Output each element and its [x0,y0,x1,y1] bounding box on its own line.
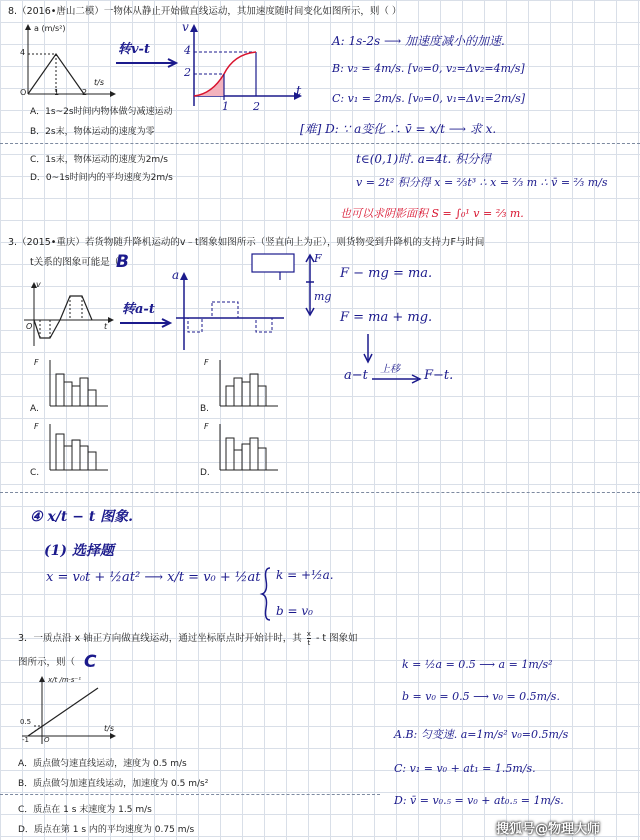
q3b-graph-xlabel: t/s [104,724,114,733]
section-divider [0,794,380,795]
section-divider [0,492,640,493]
q3a-at-a: a [172,268,180,282]
q8-graph-origin: O [20,88,27,97]
q3b-frac-den: t [307,639,311,647]
q3a-stem2: t关系的图象可能是（ [30,257,120,268]
mid-hw-brace [262,566,272,622]
q3a-down-arrow [362,334,374,364]
q8-hw-b: B: v₂ = 4m/s. [v₀=0, v₂=Δv₂=4m/s] [332,62,525,75]
q3a-arrow-label: 上移 [380,364,400,375]
q3a-origin: O [26,322,33,331]
q3a-ft-graph-c [42,420,112,474]
q3a-option-c: C. [30,468,40,478]
q3a-fbd-mg: mg [314,290,332,303]
q3a-v-label: v [36,280,41,289]
q8-option-a: A．1s~2s时间内物体做匀减速运动 [30,107,173,117]
q3a-right-arrow [372,374,424,384]
section-divider [0,143,640,144]
watermark: 搜狐号@物理大师 [496,822,601,837]
q3a-eq3: a−t [344,368,368,383]
q3a-convert-arrow [120,318,174,328]
q3a-t-label: t [104,322,108,331]
q3b-stem [18,630,358,647]
q8-convert-note: 转v-t [118,42,150,57]
q3b-option-b: B．质点做匀加速直线运动，加速度为 0.5 m/s² [18,779,209,789]
q3b-option-d: D．质点在第 1 s 内的平均速度为 0.75 m/s [18,825,195,835]
q8-hw-c: C: v₁ = 2m/s. [v₀=0, v₁=Δv₁=2m/s] [332,92,526,105]
mid-hw-sub: (1) 选择题 [44,543,114,559]
mid-hw-title: ④ x/t − t 图象. [30,509,134,525]
q8-hw-line1: t∈(0,1)时. a=4t. 积分得 [356,152,492,166]
q3a-fbd-f: F [314,252,322,265]
q8-vt-y4: 4 [184,44,191,57]
q3b-graph-ylabel: x/t /m·s⁻¹ [48,676,82,684]
q8-hw-line3: 也可以求阴影面积 S = ∫₀¹ v = ⅔ m. [340,207,524,220]
q8-option-d: D．0~1s时间内的平均速度为2m/s [30,173,173,183]
q8-graph-tick-x2: 2 [82,88,88,97]
q8-vt-tlabel: t [296,84,302,99]
q3a-ft-b-flabel: F [204,358,209,367]
q3b-answer: C [84,652,97,672]
q8-option-b: B．2s末，物体运动的速度为零 [30,127,155,137]
q3b-fraction [307,630,311,647]
q8-vt-y2: 2 [184,66,191,79]
q8-graph-xlabel: t/s [94,78,104,87]
q3a-ft-d-flabel: F [204,422,209,431]
q8-hw-d: [难] D: ∵ a变化 ∴ v̄ = x/t ⟶ 求 x. [300,122,497,136]
q3b-hw-c: C: v₁ = v₀ + at₁ = 1.5m/s. [394,762,536,775]
q3b-stem2: 图所示，则（ [18,657,76,668]
q8-convert-arrow [116,58,180,68]
q3b-frac-num: x [306,630,311,638]
q3b-stem-text: 3．一质点沿 x 轴正方向做直线运动，通过坐标原点时开始计时，其 [18,633,302,644]
q8-vt-x1: 1 [222,100,229,113]
q3b-option-a: A．质点做匀速直线运动，速度为 0.5 m/s [18,759,187,769]
q8-graph-tick-x1: 1 [54,88,60,97]
q3b-graph-origin: O [44,736,50,744]
q8-stem: 8.（2016•唐山二模）一物体从静止开始做直线运动，其加速度随时间变化如图所示，则（ ） [8,6,402,17]
q3a-option-b: B. [200,404,210,414]
q8-hw-a: A: 1s-2s ⟶ 加速度减小的加速. [332,34,505,48]
q3a-ft-graph-a [42,356,112,410]
q8-vt-vlabel: v [182,20,189,34]
q8-vt-x2: 2 [253,100,260,113]
q8-vt-graph [180,22,305,112]
q3b-hw-k: k = ½a = 0.5 ⟶ a = 1m/s² [402,658,553,671]
q8-at-graph [18,22,118,102]
mid-hw-cond1: k = +½a. [276,568,334,582]
q3a-answer: B [116,252,129,272]
q3b-graph-tick-y: 0.5 [20,718,32,726]
q3a-convert-note: 转a-t [122,302,155,317]
q8-option-c: C．1s末，物体运动的速度为2m/s [30,155,168,165]
q3a-stem: 3.（2015•重庆）若货物随升降机运动的v﹣t图象如图所示（竖直向上为正），则货物受到升降机的支持力F与时间 [8,237,485,248]
q3b-graph-tick-x: -1 [22,736,29,744]
q3a-ft-c-flabel: F [34,422,39,431]
q3a-eq4: F−t. [424,368,454,383]
q3b-option-c: C．质点在 1 s 末速度为 1.5 m/s [18,805,152,815]
q3b-hw-ab: A.B: 匀变速. a=1m/s² v₀=0.5m/s [394,728,569,741]
q3a-ft-graph-b [212,356,282,410]
mid-hw-cond2: b = v₀ [276,604,313,618]
q8-hw-line2: v = 2t² 积分得 x = ⅔t³ ∴ x = ⅔ m ∴ v̄ = ⅔ m/s [356,176,608,189]
q3a-vt-graph [20,280,120,350]
q8-graph-tick-y: 4 [20,48,26,57]
q3b-graph [18,674,118,746]
q3a-option-d: D. [200,468,210,478]
q3b-hw-b: b = v₀ = 0.5 ⟶ v₀ = 0.5m/s. [402,690,560,703]
q3a-ft-graph-d [212,420,282,474]
q3b-hw-d: D: v̄ = v₀.₅ = v₀ + at₀.₅ = 1m/s. [394,794,564,807]
q8-graph-ylabel: a (m/s²) [34,24,66,33]
q3a-option-a: A. [30,404,39,414]
mid-hw-eq: x = v₀t + ½at² ⟶ x/t = v₀ + ½at [46,570,261,585]
q3a-eq2: F = ma + mg. [340,310,433,325]
q3a-ft-a-flabel: F [34,358,39,367]
q3b-stem-tail: - t 图象如 [315,633,358,644]
q3a-eq1: F − mg = ma. [340,266,433,281]
